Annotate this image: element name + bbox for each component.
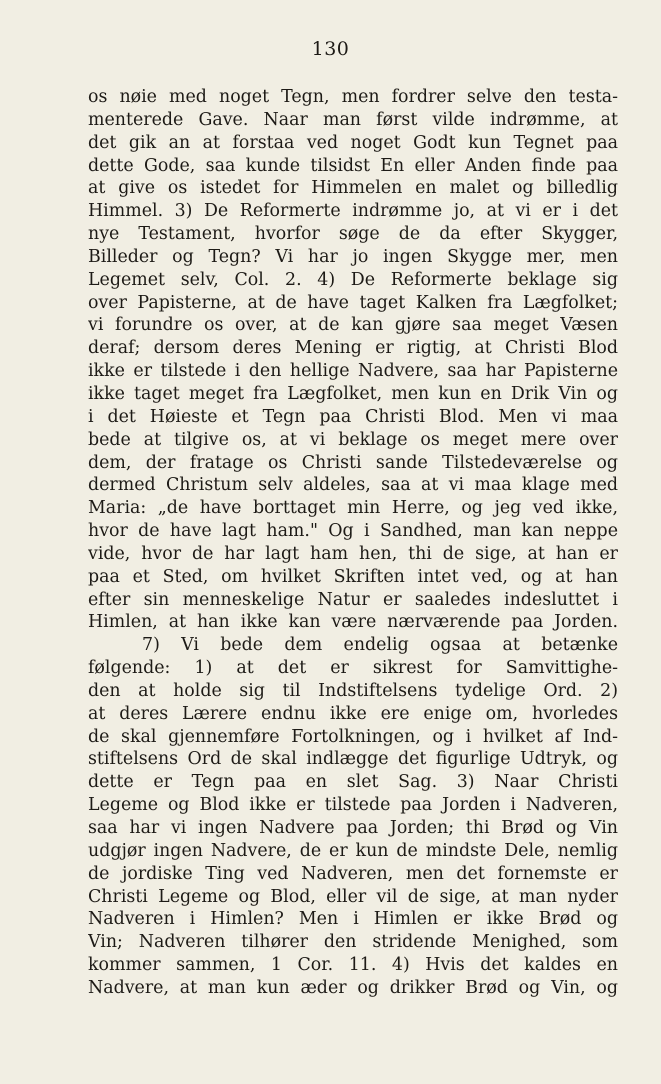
text-line: ikke er tilstede i den hellige Nadvere, saa har Papisterne [88, 361, 618, 382]
text-line: bede at tilgive os, at vi beklage os meget mere over [88, 429, 618, 450]
text-line: saa har vi ingen Nadvere paa Jorden; thi Brød og Vin [88, 818, 618, 838]
text-line: Vin; Nadveren tilhører den stridende Menighed, som [88, 932, 618, 953]
text-line: udgjør ingen Nadvere, de er kun de mindste Dele, nemlig [88, 840, 618, 861]
text-line: Billeder og Tegn? Vi har jo ingen Skygge mer, men [88, 246, 618, 267]
text-line: dette er Tegn paa en slet Sag. 3) Naar Christi [88, 772, 618, 793]
text-line: vi forundre os over, at de kan gjøre saa meget Væsen [88, 315, 618, 336]
text-line: menterede Gave. Naar man først vilde indrømme, at [88, 109, 618, 130]
text-line: de skal gjennemføre Fortolkningen, og i hvilket af Ind- [88, 726, 618, 747]
text-line: Legemet selv, Col. 2. 4) De Reformerte beklage sig [88, 269, 618, 290]
page-number: 130 [311, 38, 350, 60]
text-line: kommer sammen, 1 Cor. 11. 4) Hvis det kaldes en [88, 955, 618, 976]
text-line: det gik an at forstaa ved noget Godt kun Tegnet paa [88, 132, 618, 153]
text-line: Himlen, at han ikke kan være nærværende paa Jorden. [88, 612, 618, 633]
text-line: hvor de have lagt ham." Og i Sandhed, man kan neppe [88, 521, 618, 542]
text-line: vide, hvor de har lagt ham hen, thi de sige, at han er [88, 543, 618, 564]
text-line: deraf; dersom deres Mening er rigtig, at Christi Blod [88, 338, 618, 359]
text-line: i det Høieste et Tegn paa Christi Blod. Men vi maa [88, 406, 618, 427]
text-line: nye Testament, hvorfor søge de da efter Skygger, [88, 224, 618, 245]
text-line: ikke taget meget fra Lægfolket, men kun en Drik Vin og [88, 383, 618, 404]
text-line: paa et Sted, om hvilket Skriften intet ved, og at han [88, 566, 618, 587]
text-line: følgende: 1) at det er sikrest for Samvittighe- [88, 658, 618, 679]
text-line: dermed Christum selv aldeles, saa at vi maa klage med [88, 475, 618, 496]
text-line: dette Gode, saa kunde tilsidst En eller Anden finde paa [88, 155, 618, 176]
text-line: Christi Legeme og Blod, eller vil de sige, at man nyder [88, 886, 618, 907]
text-line: Himmel. 3) De Reformerte indrømme jo, at vi er i det [88, 201, 618, 222]
text-line: efter sin menneskelige Natur er saaledes indesluttet i [88, 589, 618, 610]
text-line: dem, der fratage os Christi sande Tilstedeværelse og [88, 452, 618, 473]
text-line: stiftelsens Ord de skal indlægge det figurlige Udtryk, og [88, 749, 618, 770]
text-line: de jordiske Ting ved Nadveren, men det fornemste er [88, 863, 618, 884]
text-line: den at holde sig til Indstiftelsens tydelige Ord. 2) [88, 680, 618, 701]
text-line: Maria: „de have borttaget min Herre, og jeg ved ikke, [88, 498, 618, 519]
text-line: over Papisterne, at de have taget Kalken fra Lægfolket; [88, 292, 618, 313]
text-line: at deres Lærere endnu ikke ere enige om, hvorledes [88, 703, 618, 724]
text-line: 7) Vi bede dem endelig ogsaa at betænke [142, 635, 618, 656]
body-text [88, 86, 618, 1000]
text-line: os nøie med noget Tegn, men fordrer selve den testa- [88, 87, 618, 107]
text-line: Legeme og Blod ikke er tilstede paa Jorden i Nadveren, [88, 795, 618, 816]
text-line: Nadvere, at man kun æder og drikker Brød og Vin, og [88, 977, 618, 998]
text-line: Nadveren i Himlen? Men i Himlen er ikke Brød og [88, 909, 618, 930]
text-line: at give os istedet for Himmelen en malet og billedlig [88, 178, 618, 199]
